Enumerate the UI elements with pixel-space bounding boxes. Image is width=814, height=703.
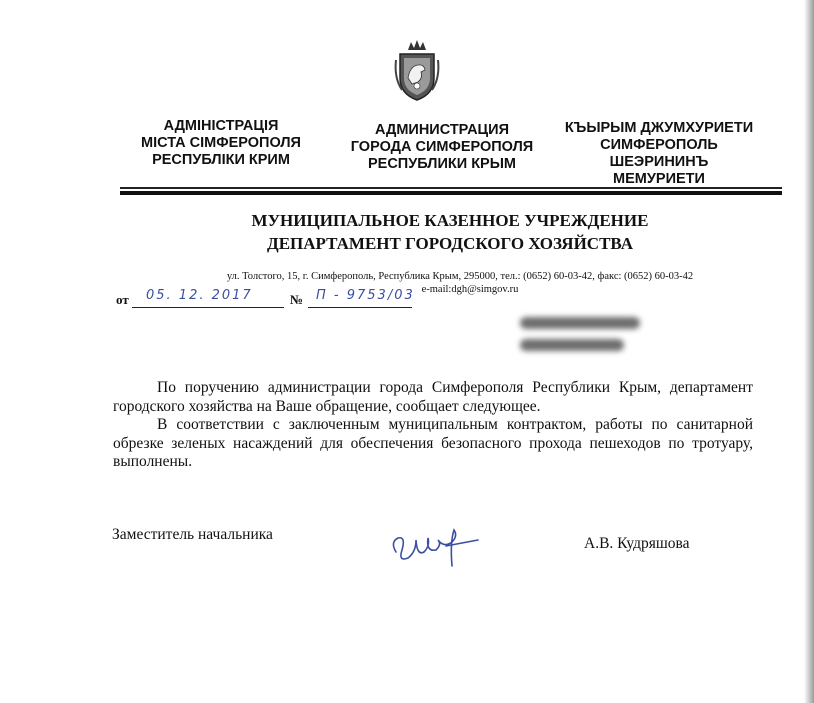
header-divider-thin: [120, 187, 782, 189]
date-label: от: [116, 292, 129, 307]
organization-address: ул. Толстого, 15, г. Симферополь, Республика Крым, 295000, тел.: (0652) 60-03-42, факс: (0652) 60-03-42: [226, 271, 694, 282]
redacted-recipient-address: [520, 339, 624, 351]
letter-body: [113, 379, 753, 472]
number-label: №: [290, 292, 304, 307]
header-divider-thick: [120, 191, 782, 195]
redacted-recipient-name: [520, 317, 640, 329]
organization-title-line1: МУНИЦИПАЛЬНОЕ КАЗЕННОЕ УЧРЕЖДЕНИЕ: [251, 211, 649, 230]
handwritten-reference-number: П - 9753/03: [316, 288, 415, 303]
body-paragraph-1: По поручению администрации города Симферополя Республики Крым, департамент городского хозяйства на Ваше обращение, сообщает следующее.: [113, 379, 753, 415]
body-paragraph-2: В соответствии с заключенным муниципальным контрактом, работы по санитарной обрезке зеленых насаждений для обеспечения безопасного прохода пешеходов по тротуару, выполнены.: [113, 416, 753, 470]
header-center-russian: АДМИНИСТРАЦИЯ ГОРОДА СИМФЕРОПОЛЯ РЕСПУБЛИКИ КРЫМ: [350, 122, 534, 172]
crimea-coat-of-arms-icon: [394, 38, 440, 102]
signer-name: А.В. Кудряшова: [584, 535, 690, 552]
handwritten-signature: [386, 522, 486, 568]
handwritten-date: 05. 12. 2017: [146, 288, 253, 303]
signer-role: Заместитель начальника: [112, 526, 273, 543]
header-right-crimean-tatar: КЪЫРЫМ ДЖУМХУРИЕТИ СИМФЕРОПОЛЬ ШЕЭРИНИНЪ МЕМУРИЕТИ: [564, 120, 754, 187]
organization-title-line2: ДЕПАРТАМЕНТ ГОРОДСКОГО ХОЗЯЙСТВА: [267, 234, 633, 253]
header-left-ukrainian: АДМІНІСТРАЦІЯ МІСТА СІМФЕРОПОЛЯ РЕСПУБЛІКИ КРИМ: [141, 118, 301, 168]
date-underline: [132, 307, 284, 308]
scan-edge-shadow: [804, 0, 814, 703]
organization-email: e-mail:dgh@simgov.ru: [421, 284, 519, 295]
number-underline: [308, 307, 412, 308]
